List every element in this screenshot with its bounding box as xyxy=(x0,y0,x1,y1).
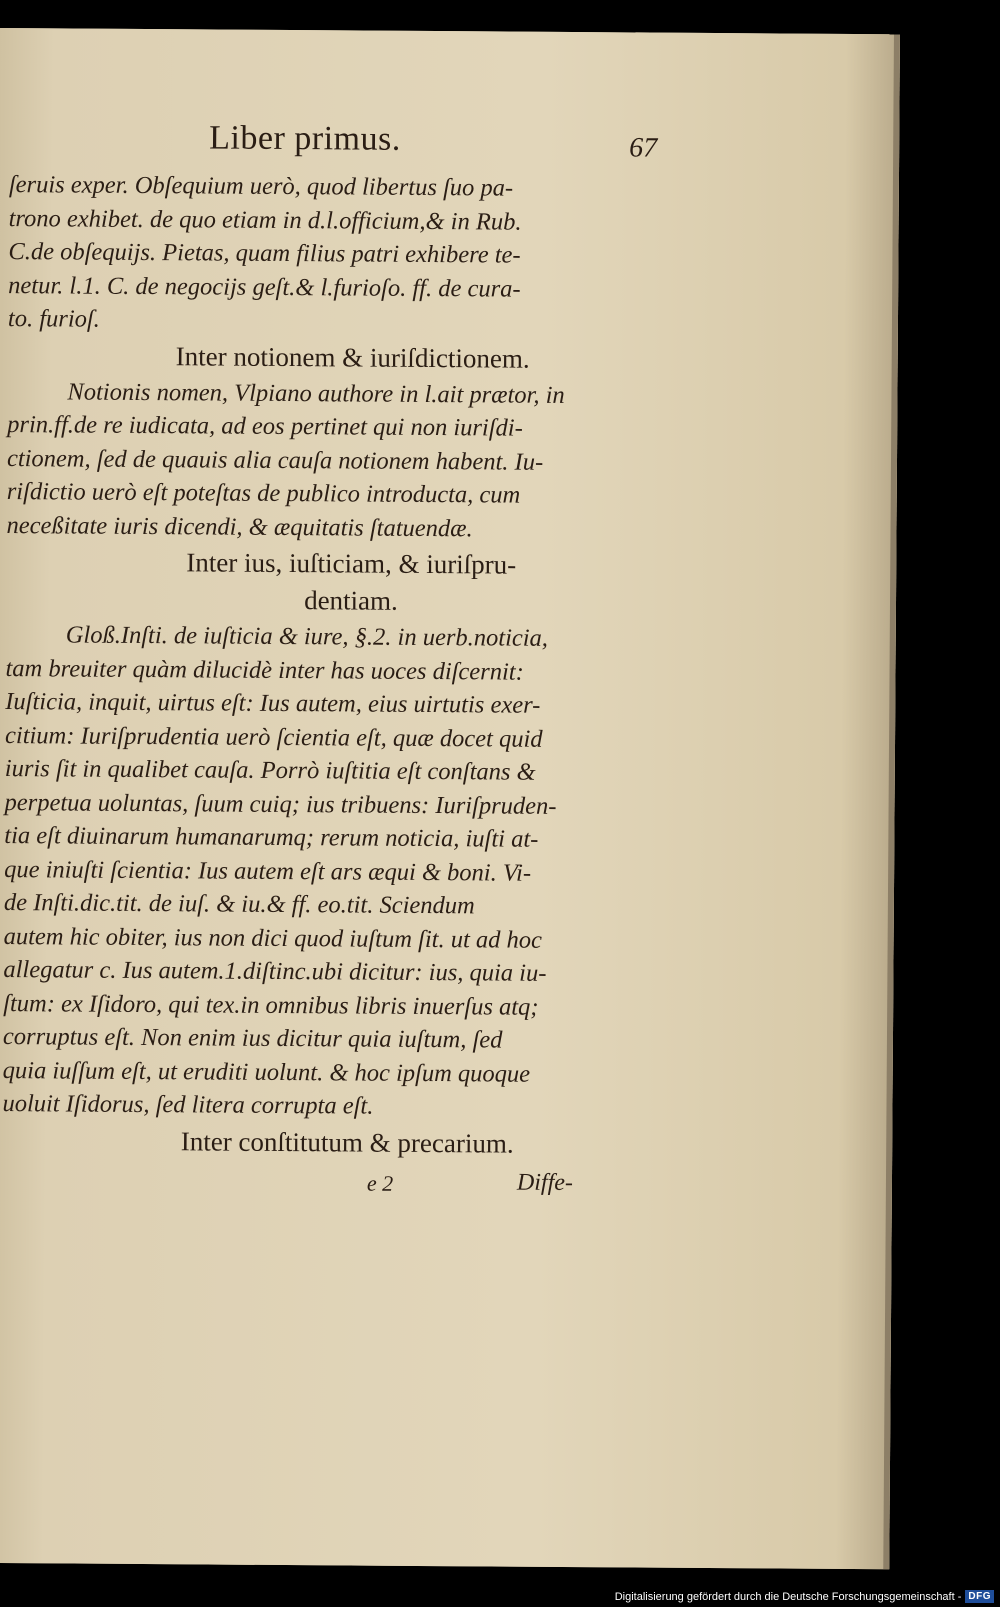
text-line: perpetua uoluntas, ſuum cuiq; ius tribuens: Iuriſpruden- xyxy=(4,788,557,820)
text-line: to. furioſ. xyxy=(7,305,100,333)
page-edge xyxy=(883,34,900,1569)
digitization-credit xyxy=(615,1590,994,1603)
text-line: iuris ſit in qualibet cauſa. Porrò iuſtitia eſt conſtans & xyxy=(4,755,536,786)
section-heading: Inter ius, iuſticiam, & iuriſpru- xyxy=(186,547,517,580)
text-line: ctionem, ſed de quauis alia cauſa notionem habent. Iu- xyxy=(6,444,544,476)
text-line: de Inſti.dic.tit. de iuſ. & iu.& ff. eo.tit. Sciendum xyxy=(3,889,475,920)
catchword: Diffe- xyxy=(516,1169,574,1196)
text-line: que iniuſti ſcientia: Ius autem eſt ars æqui & boni. Vi- xyxy=(4,855,532,887)
text-line: trono exhibet. de quo etiam in d.l.officium,& in Rub. xyxy=(8,204,522,236)
text-line: autem hic obiter, ius non dici quod iuſtum ſit. ut ad hoc xyxy=(3,922,543,954)
text-line: Iuſticia, inquit, uirtus eſt: Ius autem, eius uirtutis exer- xyxy=(5,688,541,719)
text-line: quia iuſſum eſt, ut eruditi uolunt. & hoc ipſum quoque xyxy=(2,1056,531,1088)
text-line: uoluit Iſidorus, ſed litera corrupta eſt. xyxy=(2,1090,374,1120)
text-line: corruptus eſt. Non enim ius dicitur quia iuſtum, ſed xyxy=(2,1023,503,1054)
page-number: 67 xyxy=(629,132,658,164)
page-footer-marks xyxy=(2,1162,652,1207)
text-line: citium: Iuriſprudentia uerò ſcientia eſt, quæ docet quid xyxy=(4,721,543,753)
section-heading: Inter conſtitutum & precarium. xyxy=(180,1125,514,1159)
text-line: prin.ff.de re iudicata, ad eos pertinet qui non iuriſdi- xyxy=(7,411,523,442)
running-head: Liber primus. xyxy=(209,119,401,158)
text-line: netur. l.1. C. de negocijs geſt.& l.furioſo. ff. de cura- xyxy=(8,271,521,303)
body-text xyxy=(2,168,659,1162)
book-page xyxy=(0,28,900,1569)
text-line: C.de obſequijs. Pietas, quam filius patri exhibere te- xyxy=(8,238,521,269)
text-line: ſeruis exper. Obſequium uerò, quod libertus ſuo pa- xyxy=(8,171,514,202)
text-line: Gloß.Inſti. de iuſticia & iure, §.2. in uerb.noticia, xyxy=(65,621,549,652)
page-header xyxy=(9,112,659,173)
dfg-logo: DFG xyxy=(965,1590,994,1603)
text-line: riſdictio uerò eſt poteſtas de publico introducta, cum xyxy=(6,478,521,509)
text-line: allegatur c. Ius autem.1.diſtinc.ubi dicitur: ius, quia iu- xyxy=(3,956,547,987)
section-heading: dentiam. xyxy=(304,585,398,616)
section-heading: Inter notionem & iuriſdictionem. xyxy=(175,340,530,374)
text-line: Notionis nomen, Vlpiano authore in l.ait prætor, in xyxy=(67,377,565,409)
text-block xyxy=(2,112,660,1206)
signature-mark: e 2 xyxy=(366,1170,394,1196)
text-line: tam breuiter quàm dilucidè inter has uoces diſcernit: xyxy=(5,654,524,686)
text-line: ſtum: ex Iſidoro, qui tex.in omnibus libris inuerſus atq; xyxy=(3,989,539,1021)
text-line: neceßitate iuris dicendi, & æquitatis ſtatuendæ. xyxy=(6,511,473,542)
text-line: tia eſt diuinarum humanarumq; rerum noticia, iuſti at- xyxy=(4,822,539,853)
credit-text: Digitalisierung gefördert durch die Deutsche Forschungsgemeinschaft - xyxy=(614,1590,962,1603)
